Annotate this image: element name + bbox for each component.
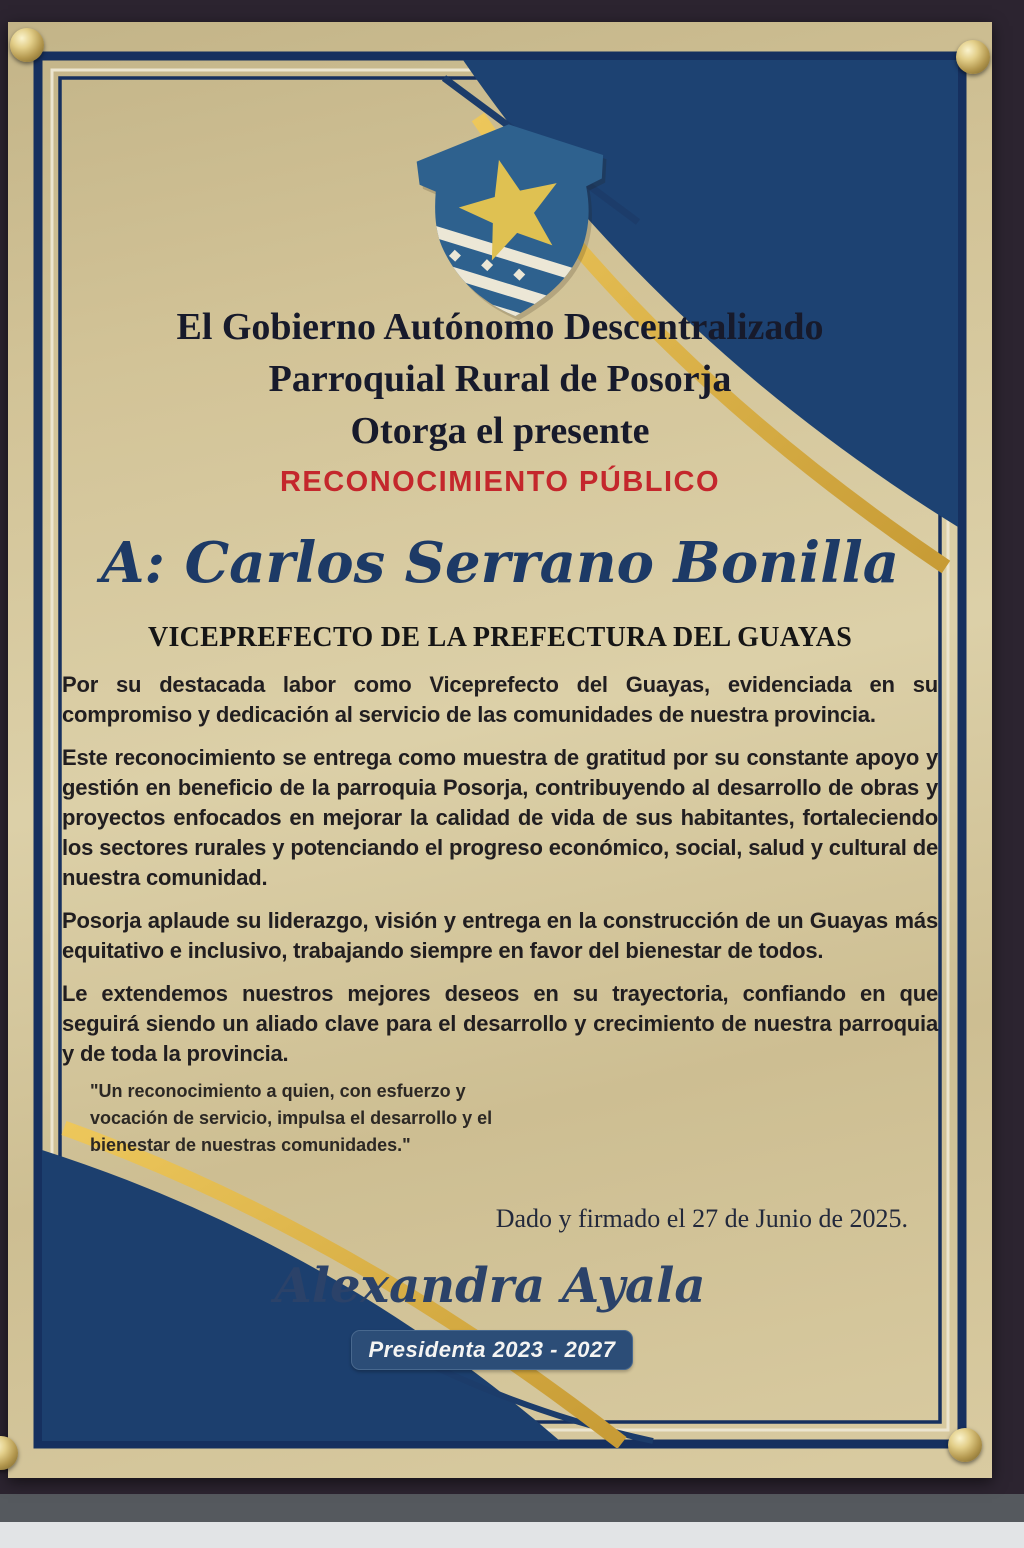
quote-line: vocación de servicio, impulsa el desarrollo y el [90, 1108, 493, 1128]
body-paragraph: Posorja aplaude su liderazgo, visión y entrega en la construcción de un Guayas más equitativo e inclusivo, trabajando siempre en favor del bienestar de todos. [62, 908, 938, 963]
date-line: Dado y firmado el 27 de Junio de 2025. [495, 1204, 908, 1233]
quote-line: "Un reconocimiento a quien, con esfuerzo y [90, 1081, 466, 1101]
screw-top-right-icon [956, 40, 990, 74]
org-name-line-2: Parroquial Rural de Posorja [268, 358, 732, 400]
quote-line: bienestar de nuestras comunidades." [90, 1135, 411, 1155]
dedication-quote [90, 1078, 510, 1159]
signature-name: Alexandra Ayala [274, 1258, 706, 1314]
light-floor-strip [0, 1522, 1024, 1548]
recipient-role: VICEPREFECTO DE LA PREFECTURA DEL GUAYAS [147, 622, 853, 653]
screw-top-left-icon [10, 28, 44, 62]
signature-title-badge: Presidenta 2023 - 2027 [351, 1330, 633, 1370]
body-paragraph: Este reconocimiento se entrega como muestra de gratitud por su constante apoyo y gestión en beneficio de la parroquia Posorja, contribuyendo al desarrollo de obras y proyectos enfocados en mejorar la calidad de vida de sus habitantes, fortaleciendo los sectores rurales y potenciando el progreso económico, social, salud y cultural de nuestra comunidad. [62, 745, 938, 890]
body-text [62, 670, 938, 1082]
award-title: RECONOCIMIENTO PÚBLICO [279, 466, 721, 498]
shelf-edge [0, 1494, 1024, 1522]
recipient-name: A: Carlos Serrano Bonilla [100, 530, 900, 596]
recognition-plaque [8, 22, 992, 1478]
body-paragraph: Le extendemos nuestros mejores deseos en su trayectoria, confiando en que seguirá siendo un aliado clave para el desarrollo y crecimiento de nuestra parroquia y de toda la provincia. [62, 981, 938, 1066]
screw-bottom-right-icon [948, 1428, 982, 1462]
org-name-line-1: El Gobierno Autónomo Descentralizado [176, 306, 824, 348]
org-name-line-3: Otorga el presente [350, 410, 650, 452]
body-paragraph: Por su destacada labor como Viceprefecto del Guayas, evidenciada en su compromiso y dedicación al servicio de las comunidades de nuestra provincia. [62, 672, 938, 727]
